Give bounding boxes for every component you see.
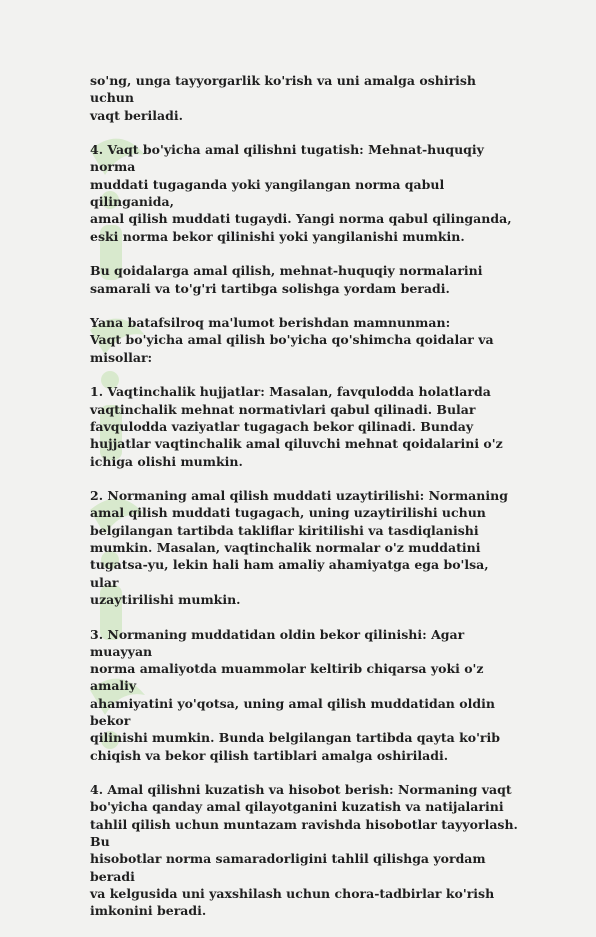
paragraph: 1. Vaqtinchalik hujjatlar: Masalan, favqulodda holatlarda vaqtinchalik mehnat normativlari qabul qilinadi. Bular favqulodda vaziyatlar tugagach bekor qilinadi. Bunday hujjatlar vaqtinchalik amal qiluvchi mehnat qoidalarini o'z ichiga olishi mumkin. xyxy=(90,384,503,469)
paragraph: 4. Vaqt bo'yicha amal qilishni tugatish: Mehnat-huquqiy norma muddati tugaganda yoki yangilangan norma qabul qilinganida, amal qilish muddati tugaydi. Yangi norma qabul qilinganda, eski norma bekor qilinishi yoki yangilanishi mumkin. xyxy=(90,142,512,244)
paragraph: 2. Normaning amal qilish muddati uzaytirilishi: Normaning amal qilish muddati tugagach, uning uzaytirilishi uchun belgilangan tartibda takliflar kiritilishi va tasdiqlanishi mumkin. Masalan, vaqtinchalik normalar o'z muddatini tugatsa-yu, lekin hali ham amaliy ahamiyatga ega bo'lsa, ular uzaytirilishi mumkin. xyxy=(90,488,508,607)
paragraph: so'ng, unga tayyorgarlik ko'rish va uni amalga oshirish uchun vaqt beriladi. xyxy=(90,73,477,123)
paragraph: 3. Normaning muddatidan oldin bekor qilinishi: Agar muayyan norma amaliyotda muammolar keltirib chiqarsa yoki o'z amaliy ahamiyatini yo'qotsa, uning amal qilish muddatidan oldin bekor qilinishi mumkin. Bunda belgilangan tartibda qayta ko'rib chiqish va bekor qilish tartiblari amalga oshiriladi. xyxy=(90,626,501,763)
paragraph: Yana batafsilroq ma'lumot berishdan mamnunman: Vaqt bo'yicha amal qilish bo'yicha qo'shimcha qoidalar va misollar: xyxy=(90,315,494,365)
paragraph: 4. Amal qilishni kuzatish va hisobot berish: Normaning vaqt bo'yicha qanday amal qilayotganini kuzatish va natijalarini tahlil qilish uchun muntazam ravishda hisobotlar tayyorlash. Bu hisobotlar norma samaradorligini tahlil qilishga yordam beradi va kelgusida uni yaxshilash uchun chora-tadbirlar ko'rish imkonini beradi. xyxy=(90,782,518,919)
paragraph: Bu qoidalarga amal qilish, mehnat-huquqiy normalarini samarali va to'g'ri tartibga solishga yordam beradi. xyxy=(90,263,483,296)
document-page xyxy=(90,72,520,937)
